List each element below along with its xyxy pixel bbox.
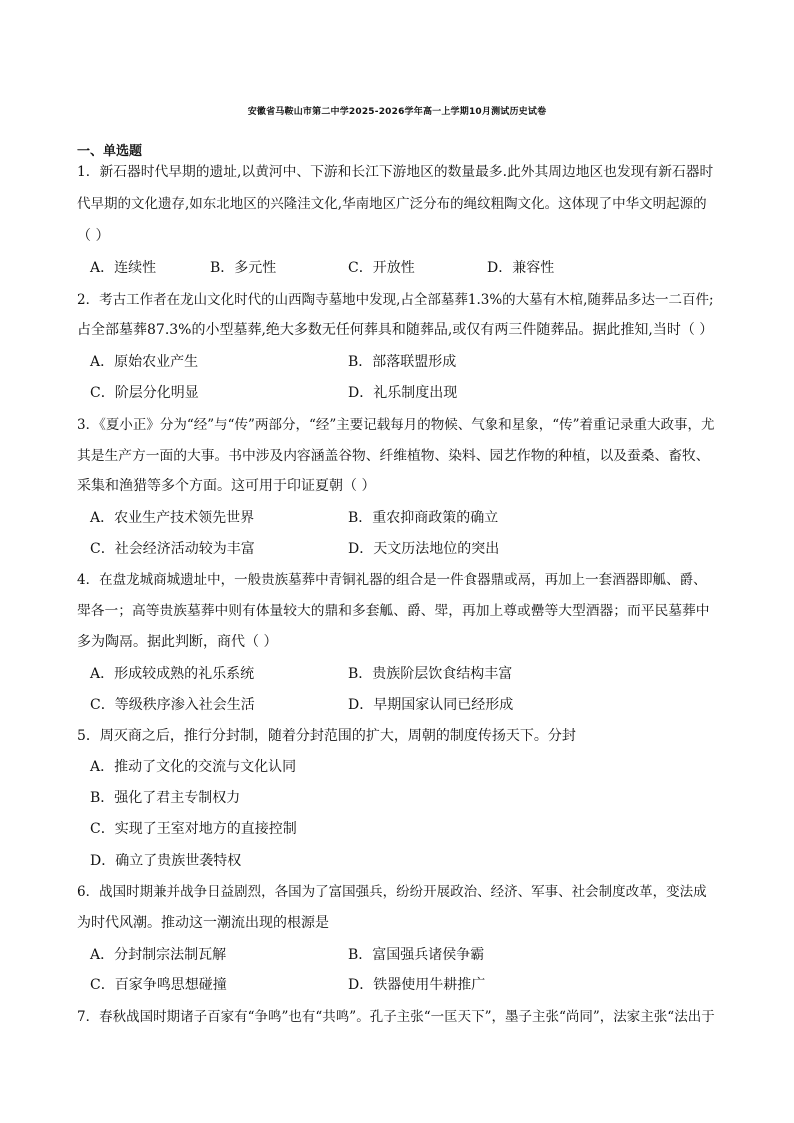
q6-option-d[interactable]: D．铁器使用牛耕推广: [348, 977, 486, 993]
q3-option-b[interactable]: B．重农抑商政策的确立: [348, 510, 499, 526]
q6-option-c[interactable]: C．百家争鸣思想碰撞: [90, 977, 227, 993]
q2-line-1: 2．考古工作者在龙山文化时代的山西陶寺墓地中发现,占全部墓葬1.3%的大墓有木棺,随葬品多达一二百件;: [77, 292, 714, 308]
q4-line-2: 斝各一；高等贵族墓葬中则有体量较大的鼎和多套觚、爵、斝，再加上尊或罍等大型酒器；而平民墓葬中: [77, 603, 710, 619]
q6-option-a[interactable]: A．分封制宗法制瓦解: [90, 947, 227, 963]
q3-line-1: 3．《夏小正》分为“经”与“传”两部分，“经”主要记载每月的物候、气象和星象，“传”着重记录重大政事，尤: [77, 417, 715, 433]
q4-option-a[interactable]: A．形成较成熟的礼乐系统: [90, 666, 255, 682]
q1-option-a[interactable]: A．连续性: [90, 260, 157, 276]
q1-line-3: （ ）: [77, 228, 110, 244]
q5-option-a[interactable]: A．推动了文化的交流与文化认同: [90, 759, 297, 775]
q1-option-c[interactable]: C．开放性: [348, 260, 415, 276]
q3-option-a[interactable]: A．农业生产技术领先世界: [90, 510, 255, 526]
q2-option-a[interactable]: A．原始农业产生: [90, 354, 199, 370]
q3-line-3: 采集和渔猎等多个方面。这可用于印证夏朝（ ）: [77, 478, 376, 494]
q6-line-1: 6．战国时期兼并战争日益剧烈，各国为了富国强兵，纷纷开展政治、经济、军事、社会制度改革，变法成: [77, 884, 707, 900]
q4-line-1: 4．在盘龙城商城遗址中，一般贵族墓葬中青铜礼器的组合是一件食器鼎或鬲，再加上一套酒器即觚、爵、: [77, 572, 707, 588]
page-title: 安徽省马鞍山市第二中学2025-2026学年高一上学期10月测试历史试卷: [247, 107, 547, 117]
q1-line-1: 1．新石器时代早期的遗址,以黄河中、下游和长江下游地区的数量最多.此外其周边地区也发现有新石器时: [77, 164, 714, 180]
q4-line-3: 多为陶鬲。据此判断，商代（ ）: [77, 634, 278, 650]
q5-option-c[interactable]: C．实现了王室对地方的直接控制: [90, 821, 297, 837]
q3-line-2: 其是生产方一面的大事。书中涉及内容涵盖谷物、纤维植物、染料、园艺作物的种植，以及蚕桑、畜牧、: [77, 448, 710, 464]
q5-option-d[interactable]: D．确立了贵族世袭特权: [90, 853, 242, 869]
q4-option-c[interactable]: C．等级秩序渗入社会生活: [90, 697, 255, 713]
q6-line-2: 为时代风潮。推动这一潮流出现的根源是: [77, 915, 329, 931]
q1-line-2: 代早期的文化遗存,如东北地区的兴隆洼文化,华南地区广泛分布的绳纹粗陶文化。这体现了中华文明起源的: [77, 196, 707, 212]
q5-line-1: 5．周灭商之后，推行分封制，随着分封范围的扩大，周朝的制度传扬天下。分封: [77, 728, 576, 744]
q3-option-d[interactable]: D．天文历法地位的突出: [348, 541, 500, 557]
q1-option-d[interactable]: D．兼容性: [487, 260, 555, 276]
q2-option-b[interactable]: B．部落联盟形成: [348, 354, 457, 370]
q3-option-c[interactable]: C．社会经济活动较为丰富: [90, 541, 255, 557]
q2-line-2: 占全部墓葬87.3%的小型墓葬,绝大多数无任何葬具和随葬品,或仅有两三件随葬品。据此推知,当时（ ）: [77, 322, 714, 338]
q7-line-1: 7．春秋战国时期诸子百家有“争鸣”也有“共鸣”。孔子主张“一匡天下”，墨子主张“尚同”，法家主张“法出于: [77, 1009, 715, 1025]
q4-option-d[interactable]: D．早期国家认同已经形成: [348, 697, 514, 713]
q5-option-b[interactable]: B．强化了君主专制权力: [90, 790, 241, 806]
q2-option-c[interactable]: C．阶层分化明显: [90, 385, 199, 401]
q4-option-b[interactable]: B．贵族阶层饮食结构丰富: [348, 666, 513, 682]
q6-option-b[interactable]: B．富国强兵诸侯争霸: [348, 947, 485, 963]
section-heading: 一、单选题: [77, 144, 143, 159]
q1-option-b[interactable]: B．多元性: [210, 260, 277, 276]
q2-option-d[interactable]: D．礼乐制度出现: [348, 385, 458, 401]
